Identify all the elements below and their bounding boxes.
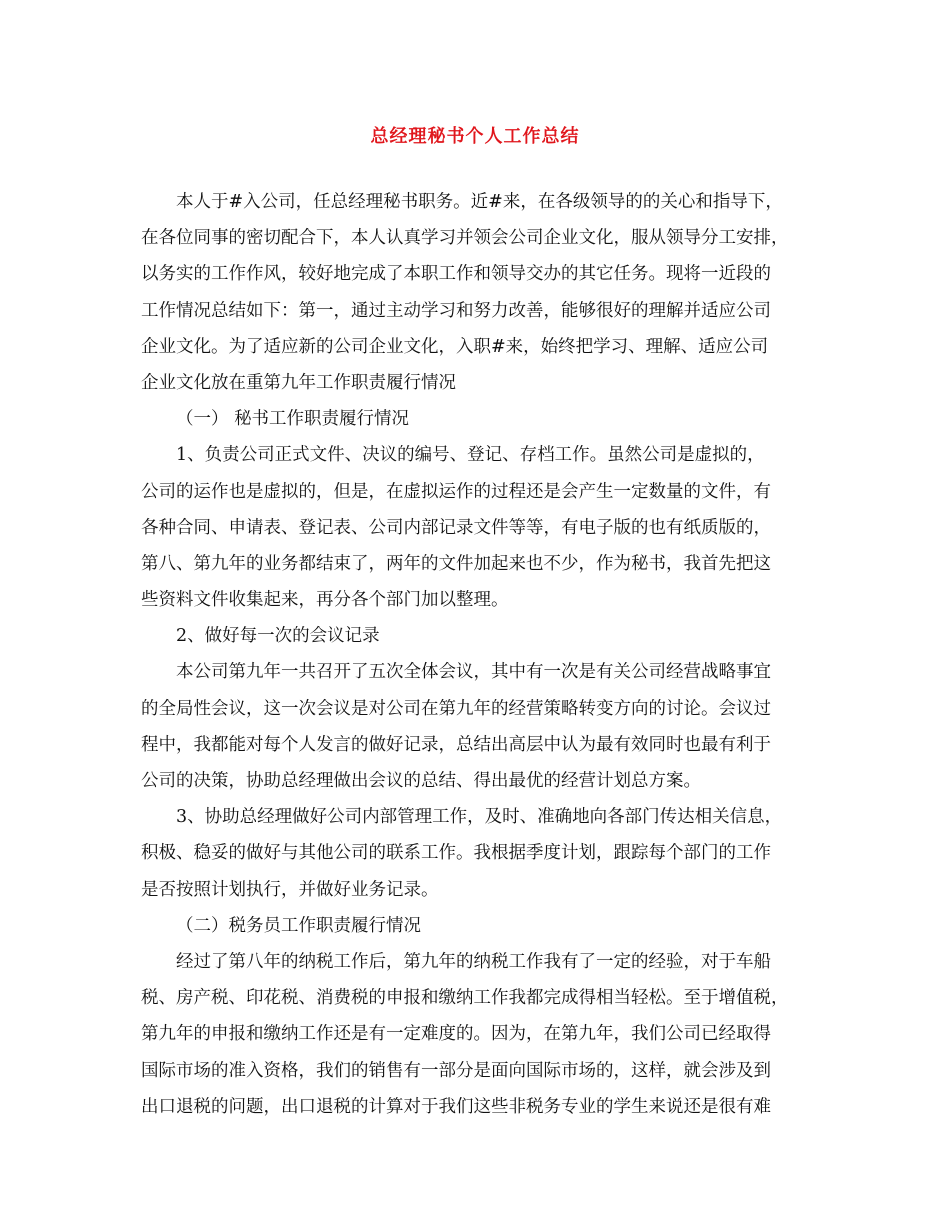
text-line: 企业文化放在重第九年工作职责履行情况: [141, 372, 456, 393]
text-line: 本公司第九年一共召开了五次全体会议，其中有一次是有关公司经营战略事宜: [176, 662, 771, 683]
document-title: 总经理秘书个人工作总结: [370, 126, 580, 147]
text-line: 出口退税的问题，出口退税的计算对于我们这些非税务专业的学生来说还是很有难: [141, 1096, 771, 1117]
text-line: 公司的运作也是虚拟的，但是，在虚拟运作的过程还是会产生一定数量的文件，有: [141, 481, 771, 502]
text-line: （二）税务员工作职责履行情况: [176, 915, 421, 936]
text-line: 国际市场的准入资格，我们的销售有一部分是面向国际市场的，这样，就会涉及到: [141, 1060, 771, 1081]
text-line: 在各位同事的密切配合下，本人认真学习并领会公司企业文化，服从领导分工安排，: [141, 228, 789, 249]
document-body: [141, 184, 811, 1125]
text-line: 工作情况总结如下：第一，通过主动学习和努力改善，能够很好的理解并适应公司: [141, 300, 771, 321]
text-line: 的全局性会议，这一次会议是对公司在第九年的经营策略转变方向的讨论。会议过: [141, 698, 771, 719]
text-line: 些资料文件收集起来，再分各个部门加以整理。: [141, 590, 509, 611]
text-line: 2、做好每一次的会议记录: [176, 626, 380, 647]
text-line: 各种合同、申请表、登记表、公司内部记录文件等等，有电子版的也有纸质版的，: [141, 517, 771, 538]
text-line: （一） 秘书工作职责履行情况: [176, 409, 410, 430]
text-line: 经过了第八年的纳税工作后，第九年的纳税工作我有了一定的经验，对于车船: [176, 951, 771, 972]
text-line: 第八、第九年的业务都结束了，两年的文件加起来也不少，作为秘书，我首先把这: [141, 553, 771, 574]
text-line: 是否按照计划执行，并做好业务记录。: [141, 879, 439, 900]
text-line: 1、负责公司正式文件、决议的编号、登记、存档工作。虽然公司是虚拟的，: [176, 445, 765, 466]
text-line: 第九年的申报和缴纳工作还是有一定难度的。因为，在第九年，我们公司已经取得: [141, 1024, 771, 1045]
text-line: 以务实的工作作风，较好地完成了本职工作和领导交办的其它任务。现将一近段的: [141, 264, 771, 285]
text-line: 税、房产税、印花税、消费税的申报和缴纳工作我都完成得相当轻松。至于增值税，: [141, 988, 789, 1009]
text-line: 积极、稳妥的做好与其他公司的联系工作。我根据季度计划，跟踪每个部门的工作: [141, 843, 771, 864]
text-line: 程中，我都能对每个人发言的做好记录，总结出高层中认为最有效同时也最有利于: [141, 734, 771, 755]
text-line: 本人于#入公司，任总经理秘书职务。近#来，在各级领导的的关心和指导下，: [176, 192, 783, 212]
text-line: 公司的决策，协助总经理做出会议的总结、得出最优的经营计划总方案。: [141, 771, 701, 791]
text-line: 3、协助总经理做好公司内部管理工作，及时、准确地向各部门传达相关信息，: [176, 807, 783, 828]
text-line: 企业文化。为了适应新的公司企业文化，入职#来，始终把学习、理解、适应公司: [141, 336, 769, 357]
